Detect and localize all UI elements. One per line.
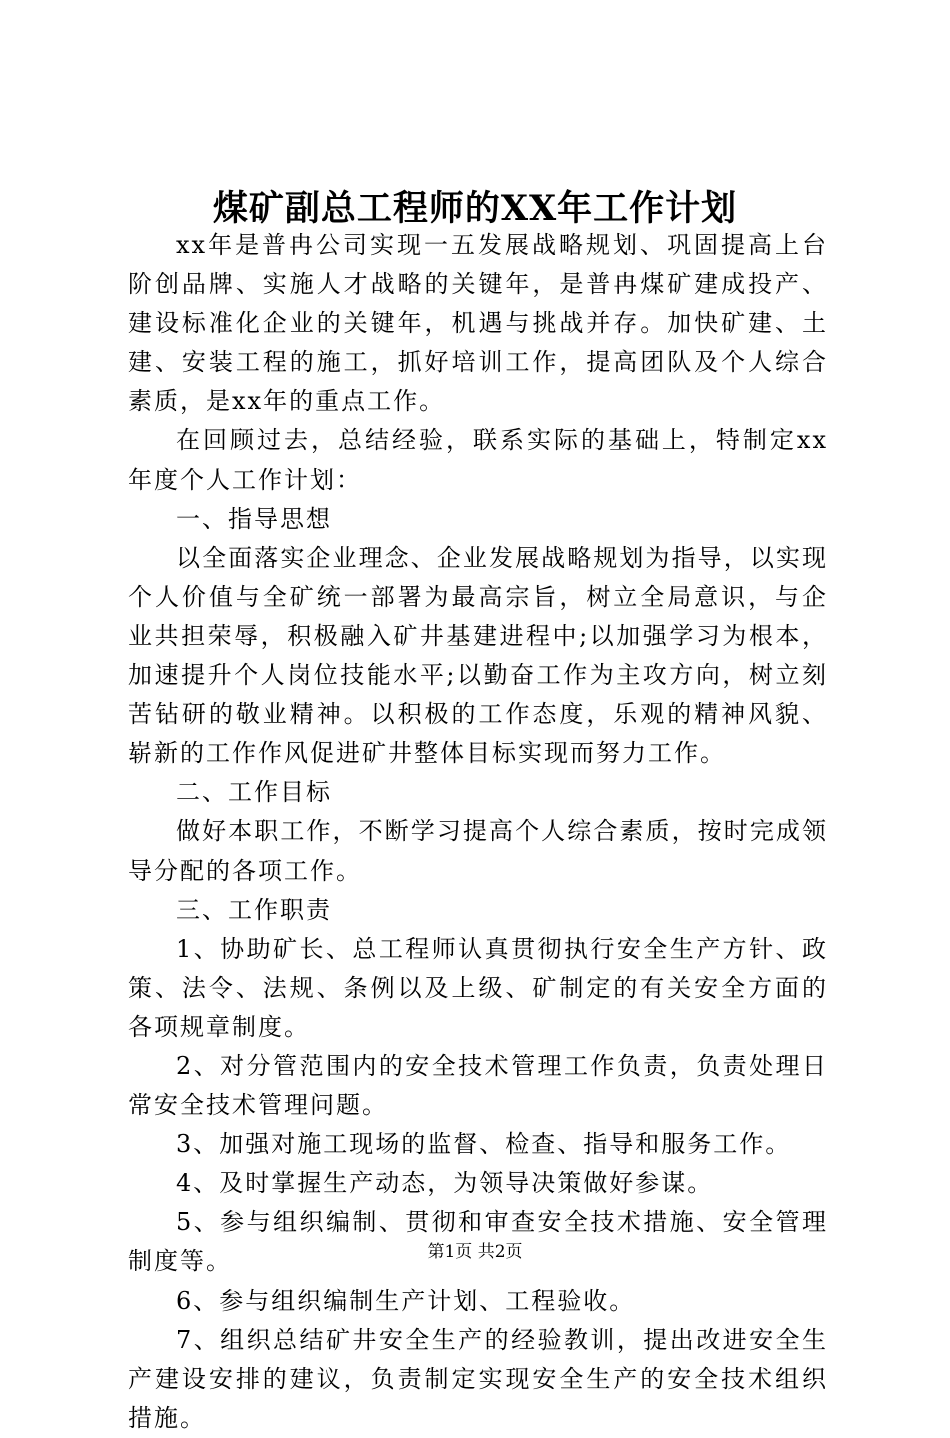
list-item-responsibility-7: 7、组织总结矿井安全生产的经验教训，提出改进安全生产建设安排的建议，负责制定实现安全生产的安全技术组织措施。	[128, 1325, 828, 1432]
section-heading-guiding-ideology: 一、指导思想	[176, 504, 332, 533]
list-item-responsibility-1: 1、协助矿长、总工程师认真贯彻执行安全生产方针、政策、法令、法规、条例以及上级、矿制定的有关安全方面的各项规章制度。	[128, 934, 828, 1041]
list-item-responsibility-5: 5、参与组织编制、贯彻和审查安全技术措施、安全管理制度等。	[128, 1208, 828, 1276]
list-item-responsibility-3: 3、加强对施工现场的监督、检查、指导和服务工作。	[176, 1130, 792, 1159]
list-item-responsibility-2: 2、对分管范围内的安全技术管理工作负责，负责处理日常安全技术管理问题。	[128, 1051, 828, 1120]
section-heading-work-goals: 二、工作目标	[176, 778, 332, 807]
list-item-responsibility-4: 4、及时掌握生产动态，为领导决策做好参谋。	[176, 1169, 714, 1198]
paragraph-intro: xx年是普冉公司实现一五发展战略规划、巩固提高上台阶创品牌、实施人才战略的关键年，是普冉煤矿建成投产、建设标准化企业的关键年，机遇与挑战并存。加快矿建、土建、安装工程的施工，抓好培训工作，提高团队及个人综合素质，是xx年的重点工作。	[128, 231, 828, 416]
document-title: 煤矿副总工程师的XX年工作计划	[212, 188, 738, 229]
list-item-responsibility-6: 6、参与组织编制生产计划、工程验收。	[176, 1286, 636, 1315]
paragraph-guiding-ideology: 以全面落实企业理念、企业发展战略规划为指导，以实现个人价值与全矿统一部署为最高宗旨，树立全局意识，与企业共担荣辱，积极融入矿井基建进程中;以加强学习为根本，加速提升个人岗位技能水平;以勤奋工作为主攻方向，树立刻苦钻研的敬业精神。以积极的工作态度，乐观的精神风貌、崭新的工作作风促进矿井整体目标实现而努力工作。	[128, 543, 828, 768]
paragraph-preamble: 在回顾过去，总结经验，联系实际的基础上，特制定xx年度个人工作计划：	[128, 426, 828, 494]
paragraph-work-goals: 做好本职工作，不断学习提高个人综合素质，按时完成领导分配的各项工作。	[128, 817, 828, 885]
page-footer: 第1页 共2页	[427, 1242, 523, 1262]
section-heading-responsibilities: 三、工作职责	[176, 895, 332, 924]
